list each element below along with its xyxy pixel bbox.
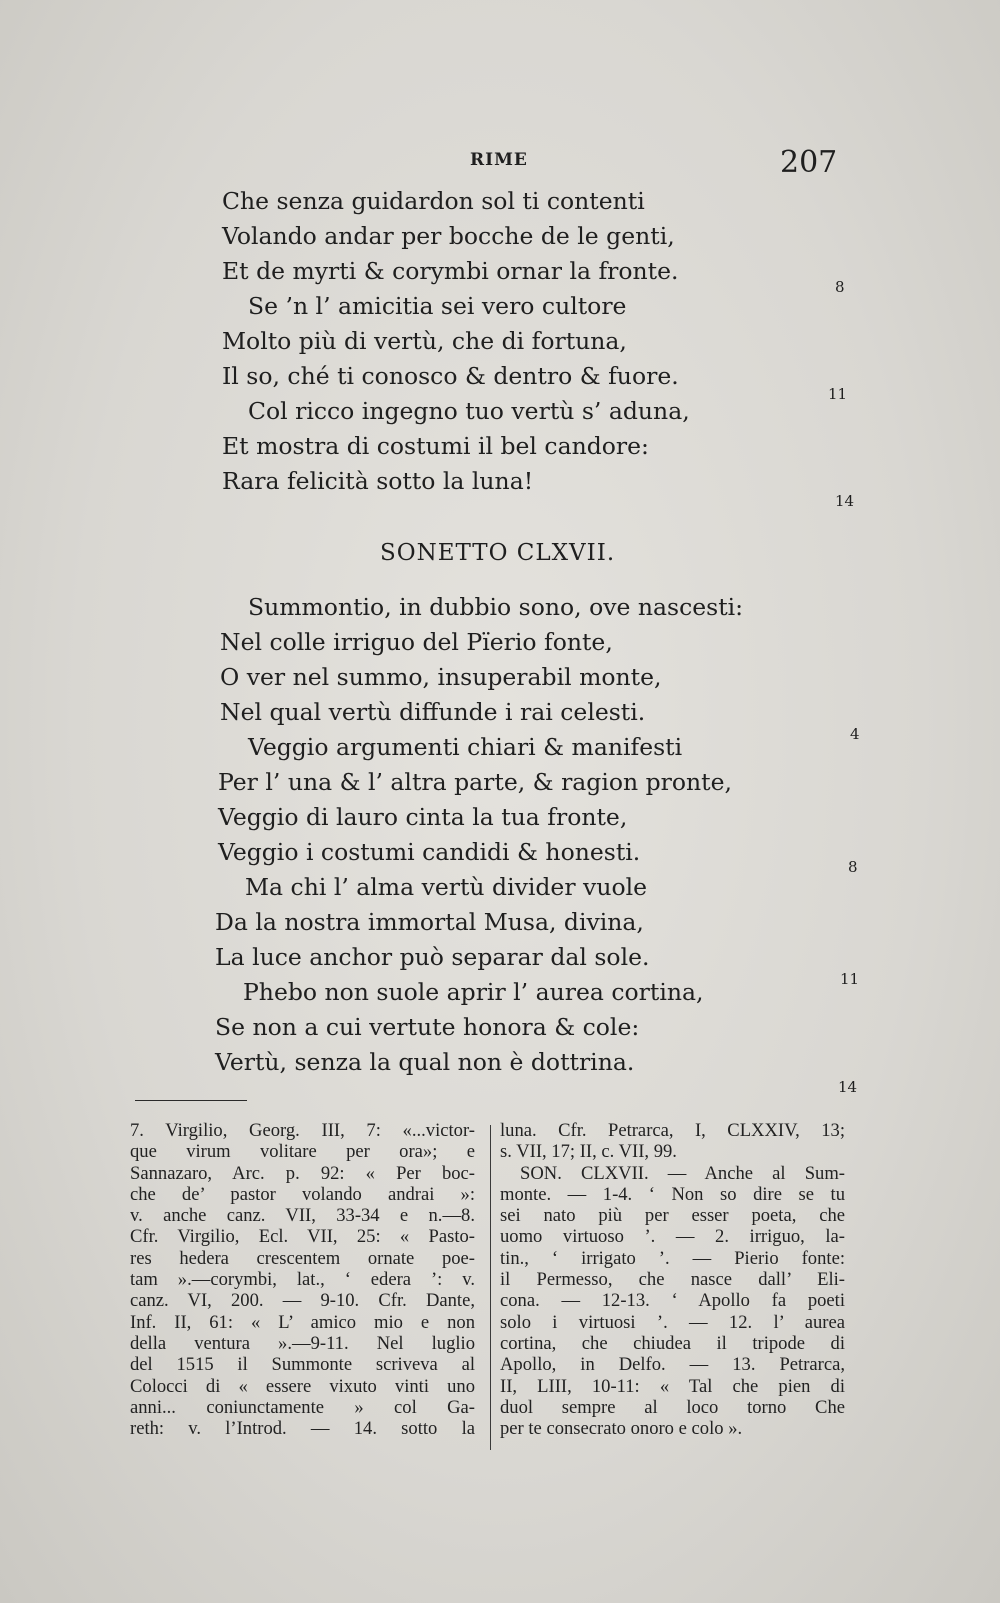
note-line: del 1515 il Summonte scriveva al xyxy=(130,1354,475,1376)
verse-line: Phebo non suole aprir l’ aurea cortina, xyxy=(243,978,704,1006)
note-line: res hedera crescentem ornate poe- xyxy=(130,1247,475,1269)
note-line: reth: v. l’Introd. — 14. sotto la xyxy=(130,1418,475,1440)
notes-right-column xyxy=(500,1120,845,1439)
note-line: II, LIII, 10-11: « Tal che pien di xyxy=(500,1375,845,1397)
verse-line: Col ricco ingegno tuo vertù s’ aduna, xyxy=(248,397,690,425)
note-line: cona. — 12-13. ‘ Apollo fa poeti xyxy=(500,1290,845,1312)
note-line: v. anche canz. VII, 33-34 e n.—8. xyxy=(130,1205,475,1227)
page-number: 207 xyxy=(780,145,838,180)
verse-line: La luce anchor può separar dal sole. xyxy=(215,943,650,971)
note-line: tam ».—corymbi, lat., ‘ edera ’: v. xyxy=(130,1269,475,1291)
note-line: uomo virtuoso ’. — 2. irriguo, la- xyxy=(500,1226,845,1248)
verse-line: O ver nel summo, insuperabil monte, xyxy=(220,663,662,691)
note-line: duol sempre al loco torno Che xyxy=(500,1396,845,1418)
verse-line: Se non a cui vertute honora & cole: xyxy=(215,1013,640,1041)
verse-line: Veggio di lauro cinta la tua fronte, xyxy=(218,803,628,831)
line-number: 11 xyxy=(828,385,848,403)
verse-line: Et de myrti & corymbi ornar la fronte. xyxy=(222,257,679,285)
note-line: Colocci di « essere vixuto vinti uno xyxy=(130,1375,475,1397)
note-line: tin., ‘ irrigato ’. — Pierio fonte: xyxy=(500,1247,845,1269)
note-line: 7. Virgilio, Georg. III, 7: «...victor- xyxy=(130,1120,475,1141)
line-number: 4 xyxy=(850,725,860,743)
line-number: 11 xyxy=(840,970,860,988)
note-line: cortina, che chiudea il tripode di xyxy=(500,1332,845,1354)
note-line: per te consecrato onoro e colo ». xyxy=(500,1418,743,1440)
note-line: che de’ pastor volando andrai »: xyxy=(130,1183,475,1205)
verse-line: Summontio, in dubbio sono, ove nascesti: xyxy=(248,593,744,621)
note-line: Inf. II, 61: « L’ amico mio e non xyxy=(130,1311,475,1333)
verse-line: Se ’n l’ amicitia sei vero cultore xyxy=(248,292,627,320)
verse-line: Il so, ché ti conosco & dentro & fuore. xyxy=(222,362,679,390)
verse-line: Et mostra di costumi il bel candore: xyxy=(222,432,649,460)
note-line: que virum volitare per ora»; e xyxy=(130,1141,475,1163)
note-line: luna. Cfr. Petrarca, I, CLXXIV, 13; xyxy=(500,1120,845,1141)
verse-line: Rara felicità sotto la luna! xyxy=(222,467,534,495)
note-line: anni... coniunctamente » col Ga- xyxy=(130,1396,475,1418)
footnote-rule xyxy=(135,1100,247,1101)
note-line: solo i virtuosi ’. — 12. l’ aurea xyxy=(500,1311,845,1333)
verse-line: Ma chi l’ alma vertù divider vuole xyxy=(245,873,648,901)
note-line: sei nato più per esser poeta, che xyxy=(500,1205,845,1227)
line-number: 14 xyxy=(835,492,855,510)
verse-line: Volando andar per bocche de le genti, xyxy=(222,222,675,250)
line-number: 8 xyxy=(848,858,858,876)
verse-line: Molto più di vertù, che di fortuna, xyxy=(222,327,627,355)
verse-line: Per l’ una & l’ altra parte, & ragion pronte, xyxy=(218,768,733,796)
verse-line: Che senza guidardon sol ti contenti xyxy=(222,187,645,215)
sonnet-title: SONETTO CLXVII. xyxy=(380,540,616,566)
note-line: s. VII, 17; II, c. VII, 99. xyxy=(500,1141,677,1163)
notes-column-divider xyxy=(490,1125,491,1450)
line-number: 8 xyxy=(835,278,845,296)
line-number: 14 xyxy=(838,1078,858,1096)
verse-line: Nel qual vertù diffunde i rai celesti. xyxy=(220,698,646,726)
verse-line: Veggio i costumi candidi & honesti. xyxy=(218,838,641,866)
note-line: Cfr. Virgilio, Ecl. VII, 25: « Pasto- xyxy=(130,1226,475,1248)
verse-line: Vertù, senza la qual non è dottrina. xyxy=(215,1048,635,1076)
note-line: Apollo, in Delfo. — 13. Petrarca, xyxy=(500,1354,845,1376)
verse-line: Nel colle irriguo del Pïerio fonte, xyxy=(220,628,613,656)
notes-left-column xyxy=(130,1120,475,1439)
verse-line: Veggio argumenti chiari & manifesti xyxy=(248,733,683,761)
verse-line: Da la nostra immortal Musa, divina, xyxy=(215,908,644,936)
note-line: della ventura ».—9-11. Nel luglio xyxy=(130,1332,475,1354)
note-line: canz. VI, 200. — 9-10. Cfr. Dante, xyxy=(130,1290,475,1312)
note-line: Sannazaro, Arc. p. 92: « Per boc- xyxy=(130,1162,475,1184)
note-line: monte. — 1-4. ‘ Non so dire se tu xyxy=(500,1183,845,1205)
note-line: il Permesso, che nasce dall’ Eli- xyxy=(500,1269,845,1291)
running-head: RIME xyxy=(470,150,528,170)
note-line: SON. CLXVII. — Anche al Sum- xyxy=(520,1162,845,1184)
